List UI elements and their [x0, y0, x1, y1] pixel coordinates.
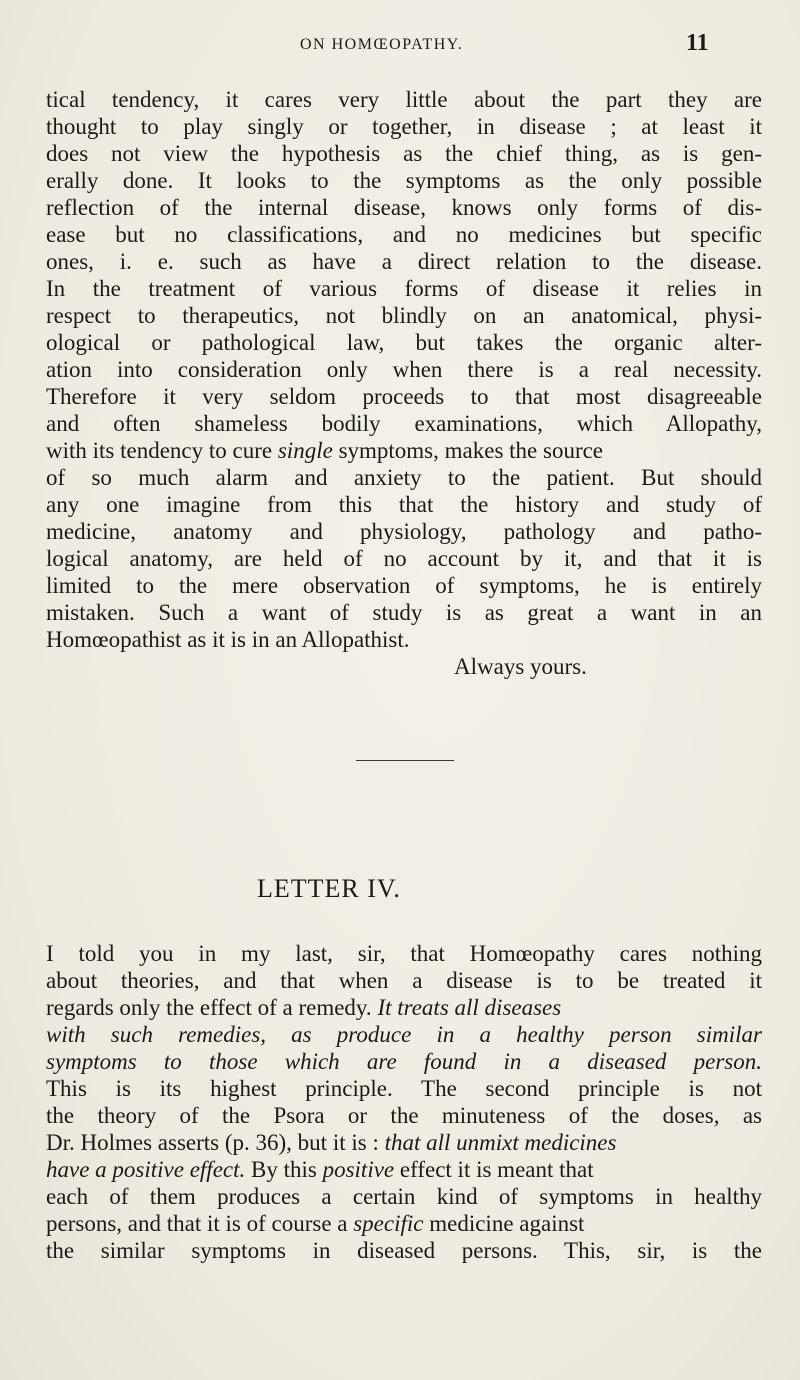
text-line: ones, i. e. such as have a direct relation to the disease.	[46, 249, 762, 274]
text-line: and often shameless bodily examinations, which Allopathy,	[46, 411, 762, 436]
page-number: 11	[686, 30, 709, 56]
text-run: with its tendency to cure	[46, 438, 278, 463]
text-line: respect to therapeutics, not blindly on an anatomical, physi-	[46, 303, 762, 328]
text-line: any one imagine from this that the history and study of	[46, 492, 762, 517]
italic-run: single	[277, 438, 333, 463]
text-line: ological or pathological law, but takes the organic alter-	[46, 330, 762, 355]
text-line: reflection of the internal disease, knows only forms of dis-	[46, 195, 762, 220]
paragraph-letter-iv	[46, 940, 762, 1264]
text-line: thought to play singly or together, in disease ; at least it	[46, 114, 762, 139]
italic-run: symptoms to those which are found in a diseased person.	[46, 1049, 762, 1074]
text-line: Homœopathist as it is in an Allopathist.	[46, 627, 410, 652]
text-line: the similar symptoms in diseased persons. This, sir, is the	[46, 1238, 762, 1263]
text-line	[46, 1048, 762, 1075]
text-line: tical tendency, it cares very little about the part they are	[46, 87, 762, 112]
italic-run: positive	[322, 1157, 395, 1182]
text-line: of so much alarm and anxiety to the patient. But should	[46, 465, 762, 490]
italic-run: that all unmixt medicines	[384, 1130, 617, 1155]
text-line: erally done. It looks to the symptoms as the only possible	[46, 168, 762, 193]
text-line: ation into consideration only when there is a real necessity.	[46, 357, 762, 382]
text-run: Dr. Holmes asserts (p. 36), but it is :	[46, 1130, 385, 1155]
signoff: Always yours.	[454, 654, 587, 679]
text-run: persons, and that it is of course a	[46, 1211, 354, 1236]
text-line	[46, 1129, 762, 1156]
text-line	[46, 1156, 762, 1183]
text-line	[46, 994, 762, 1021]
running-head: ON HOMŒOPATHY.	[300, 36, 464, 53]
text-line: does not view the hypothesis as the chief thing, as is gen-	[46, 141, 762, 166]
text-line: about theories, and that when a disease is to be treated it	[46, 968, 762, 993]
text-line: the theory of the Psora or the minuteness of the doses, as	[46, 1103, 762, 1128]
italic-run: with such remedies, as produce in a healthy person similar	[46, 1022, 762, 1047]
text-run: By this	[245, 1157, 323, 1182]
italic-run: It treats all diseases	[377, 995, 562, 1020]
text-run: medicine against	[423, 1211, 585, 1236]
italic-run: specific	[353, 1211, 424, 1236]
text-line	[46, 437, 762, 464]
text-line: ease but no classifications, and no medicines but specific	[46, 222, 762, 247]
text-line	[46, 1210, 762, 1237]
text-run: symptoms, makes the source	[332, 438, 604, 463]
letter-heading: LETTER IV.	[257, 874, 401, 903]
text-line: In the treatment of various forms of disease it relies in	[46, 276, 762, 301]
text-line: limited to the mere observation of symptoms, he is entirely	[46, 573, 762, 598]
text-run: regards only the effect of a remedy.	[46, 995, 378, 1020]
text-line	[46, 1021, 762, 1048]
text-line: each of them produces a certain kind of symptoms in healthy	[46, 1184, 762, 1209]
text-line: Therefore it very seldom proceeds to that most disagreeable	[46, 384, 762, 409]
text-line: logical anatomy, are held of no account by it, and that it is	[46, 546, 762, 571]
section-divider	[356, 760, 454, 761]
text-line: I told you in my last, sir, that Homœopathy cares nothing	[46, 941, 762, 966]
text-line: medicine, anatomy and physiology, pathology and patho-	[46, 519, 762, 544]
italic-run: have a positive effect.	[46, 1157, 246, 1182]
text-line: mistaken. Such a want of study is as great a want in an	[46, 600, 762, 625]
text-line: This is its highest principle. The second principle is not	[46, 1076, 762, 1101]
text-run: effect it is meant that	[394, 1157, 594, 1182]
paragraph-continued	[46, 86, 762, 653]
